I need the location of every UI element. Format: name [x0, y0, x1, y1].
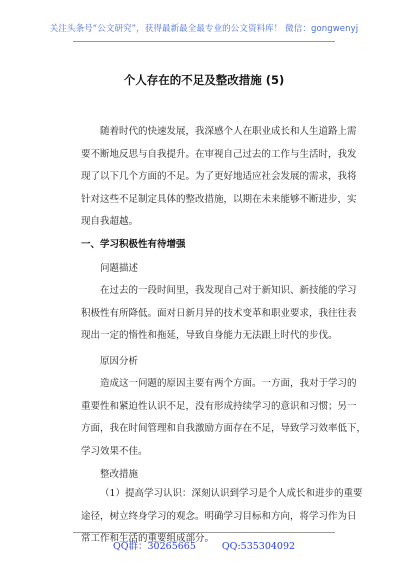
intro-line: 随着时代的快速发展，我深感个人在职业成长和人生道路上需: [100, 126, 357, 137]
cause-line: 造成这一问题的原因主要有两个方面。一方面，我对于学习的: [100, 378, 357, 389]
intro-line: 现了以下几个方面的不足。为了更好地适应社会发展的需求，我将: [81, 171, 357, 182]
problem-paragraph: [81, 280, 357, 348]
document-title: 个人存在的不足及整改措施 (5): [123, 73, 285, 87]
section-heading: 一、学习积极性有待增强: [81, 239, 186, 250]
cause-paragraph: [81, 373, 367, 463]
problem-line: 积极性有所降低。面对日新月异的技术变革和职业要求，我往往表: [81, 307, 357, 319]
measure-line: 途径，树立终身学习的观念。明确学习目标和方向，将学习作为日: [81, 510, 357, 522]
footer-qq-number: QQ:535304092: [221, 541, 296, 552]
intro-paragraph: [81, 121, 357, 234]
header-banner: 关注头条号“公文研究”，获得最新最全最专业的公文资料库！ 微信：gongwenyj: [49, 24, 359, 34]
footer-qq-group: QQ群：30265665: [112, 541, 196, 552]
problem-line: 在过去的一段时间里，我发现自己对于新知识、新技能的学习: [100, 285, 357, 296]
measure-line: （1）提高学习认识：深刻认识到学习是个人成长和进步的重要: [100, 488, 363, 499]
intro-line: 针对这些不足制定具体的整改措施，以期在未来能够不断进步，实: [81, 193, 357, 205]
intro-line: 要不断地反思与自我提升。在审视自己过去的工作与生活时，我发: [81, 148, 357, 160]
cause-line: 方面，我在时间管理和自我激励方面存在不足，导致学习效率低下，: [81, 423, 367, 434]
intro-line: 现自我超越。: [81, 216, 139, 227]
cause-line: 重要性和紧迫性认识不足，没有形成持续学习的意识和习惯；另一: [81, 400, 357, 412]
measure-label: 整改措施: [100, 469, 139, 480]
problem-line: 现出一定的惰性和拖延，导致自身能力无法跟上时代的步伐。: [81, 330, 338, 341]
cause-label: 原因分析: [100, 356, 139, 367]
problem-label: 问题描述: [100, 263, 139, 274]
footer-divider: [73, 532, 335, 533]
cause-line: 学习效果不佳。: [81, 445, 148, 457]
footer-contacts: [0, 538, 408, 552]
measure-line: 常工作和生活的重要组成部分。: [81, 533, 215, 544]
header-divider: [73, 41, 335, 42]
